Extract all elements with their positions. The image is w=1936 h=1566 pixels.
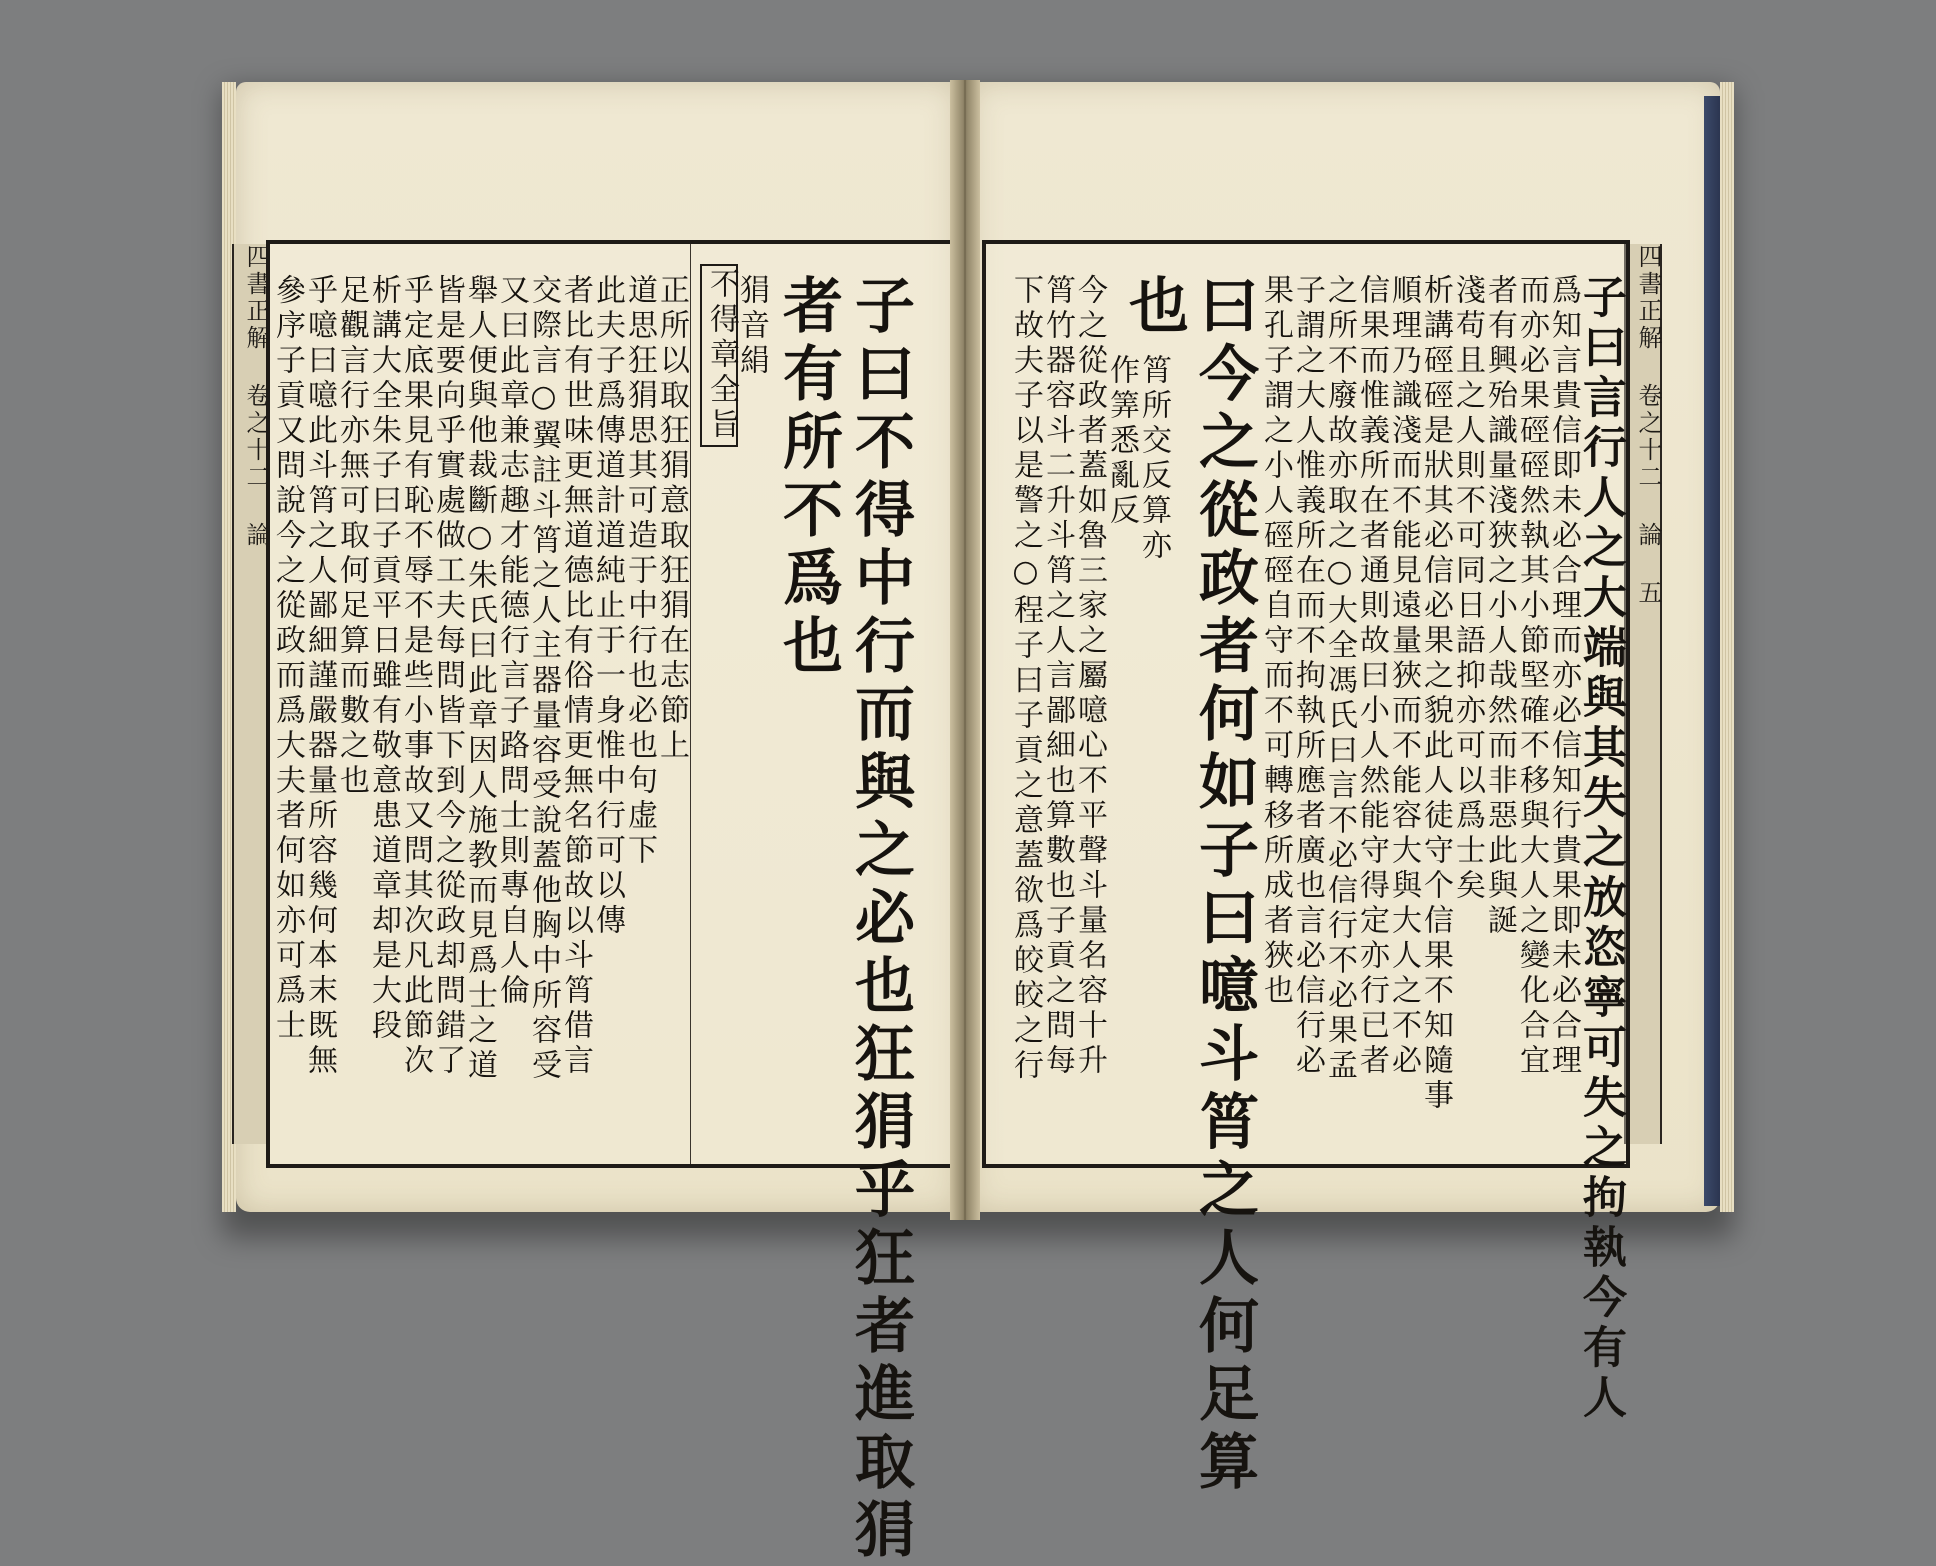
commentary-column: 此夫子爲傳道計道純止于一身惟中行可以傳 [590,274,625,939]
cover-edge [1704,96,1720,1206]
left-margin-title: 四書正解 卷之十二 論 [232,244,270,1144]
commentary-column: 又曰此章兼志趣才能德行言子路問士則專自人倫 [494,274,529,1009]
right-margin-title: 四書正解 卷之十二 論 五 [1624,244,1662,1144]
commentary-column: 乎噫曰噫此斗筲之人鄙細謹嚴器量所容幾何本末既無 [302,274,337,1079]
commentary-column: 淺苟且之人則不可同日語抑亦可以爲士矣 [1450,274,1485,904]
commentary-column: 道思狂狷思其可造于中行也必也句虚下 [622,274,657,869]
left-text-frame [266,240,950,1566]
commentary-column: 筲竹器容斗二升斗筲之人言鄙細也算數也子貢之問每 [1040,274,1075,1079]
right-text-frame [982,240,1630,1498]
commentary-column: 而亦必果硜硜然執其小節堅確不移與大人之變化合宜 [1514,274,1549,1079]
main-text-column: 者有所不爲也 [773,274,843,682]
book-gutter [950,80,980,1220]
commentary-column: 子謂之大人惟義所在而不拘執所應者廣也言必信行必 [1290,274,1325,1079]
commentary-column: 者比有世味更無道德比有俗情更無名節故以斗筲借言 [558,274,593,1079]
commentary-column: 者有興殆識量淺狹之小人哉然而非惡此與誕 [1482,274,1517,939]
commentary-column: 正所以取狂狷意取狂狷在志節上 [654,274,689,764]
commentary-column: 析講硜硜是狀其必信必果之貌此人徒守个信果不知隨事 [1418,274,1453,1114]
section-heading: 不得章全旨 [700,264,738,447]
commentary-column: 筲所交反算亦 [1136,354,1171,564]
commentary-column: 析講大全朱子曰子貢平日雖有敬意患道章却是大段 [366,274,401,1044]
commentary-column: 信果而惟義所在者通則故曰小人然能守得定亦行已者 [1354,274,1389,1079]
commentary-column: 舉人便與他裁斷○朱氏曰此章因人施教而見爲士之道 [462,274,497,1084]
commentary-column: 爲知言貴信即未必合理而亦必信知行貴果即未必合理 [1546,274,1581,1079]
commentary-column: 果孔子謂之小人硜硜自守而不可轉移所成者狹也 [1258,274,1293,1009]
commentary-column: 下故夫子以是警之○程子曰子貢之意蓋欲爲皎皎之行 [1008,274,1043,1084]
commentary-column: 參序子貢又問說今之從政而爲大夫者何如亦可爲士 [270,274,305,1044]
main-text-column: 曰今之從政者何如子曰噫斗筲之人何足算 [1189,274,1259,1498]
commentary-column: 之所不廢故亦取之○大全馮氏曰言不必信行不必果孟 [1322,274,1357,1084]
commentary-column: 足觀言行亦無可取何足算而數之也 [334,274,369,799]
commentary-column: 順理乃識淺而不能見遠量狹而不能容大與大人之不必 [1386,274,1421,1079]
commentary-column: 子曰言行人之大端與其失之放恣寧可失之拘執今有人 [1575,274,1626,1424]
column-rule [690,244,691,1164]
commentary-column: 作筭悉亂反 [1104,354,1139,529]
main-text-column: 子曰不得中行而與之必也狂狷乎狂者進取狷 [845,274,915,1566]
note-column: 狷音絹 [734,274,769,379]
commentary-column: 皆是要向乎實處做工夫每問皆下到今之從政却問錯了 [430,274,465,1079]
commentary-column: 今之從政者蓋如魯三家之屬噫心不平聲斗量名容十升 [1072,274,1107,1079]
main-text-column: 也 [1119,274,1189,342]
commentary-column: 交際言○翼註斗筲之人主器量容受說蓋他胸中所容受 [526,274,561,1084]
commentary-column: 乎定底果見有恥不辱不是些小事故又問其次凡此節次 [398,274,433,1079]
